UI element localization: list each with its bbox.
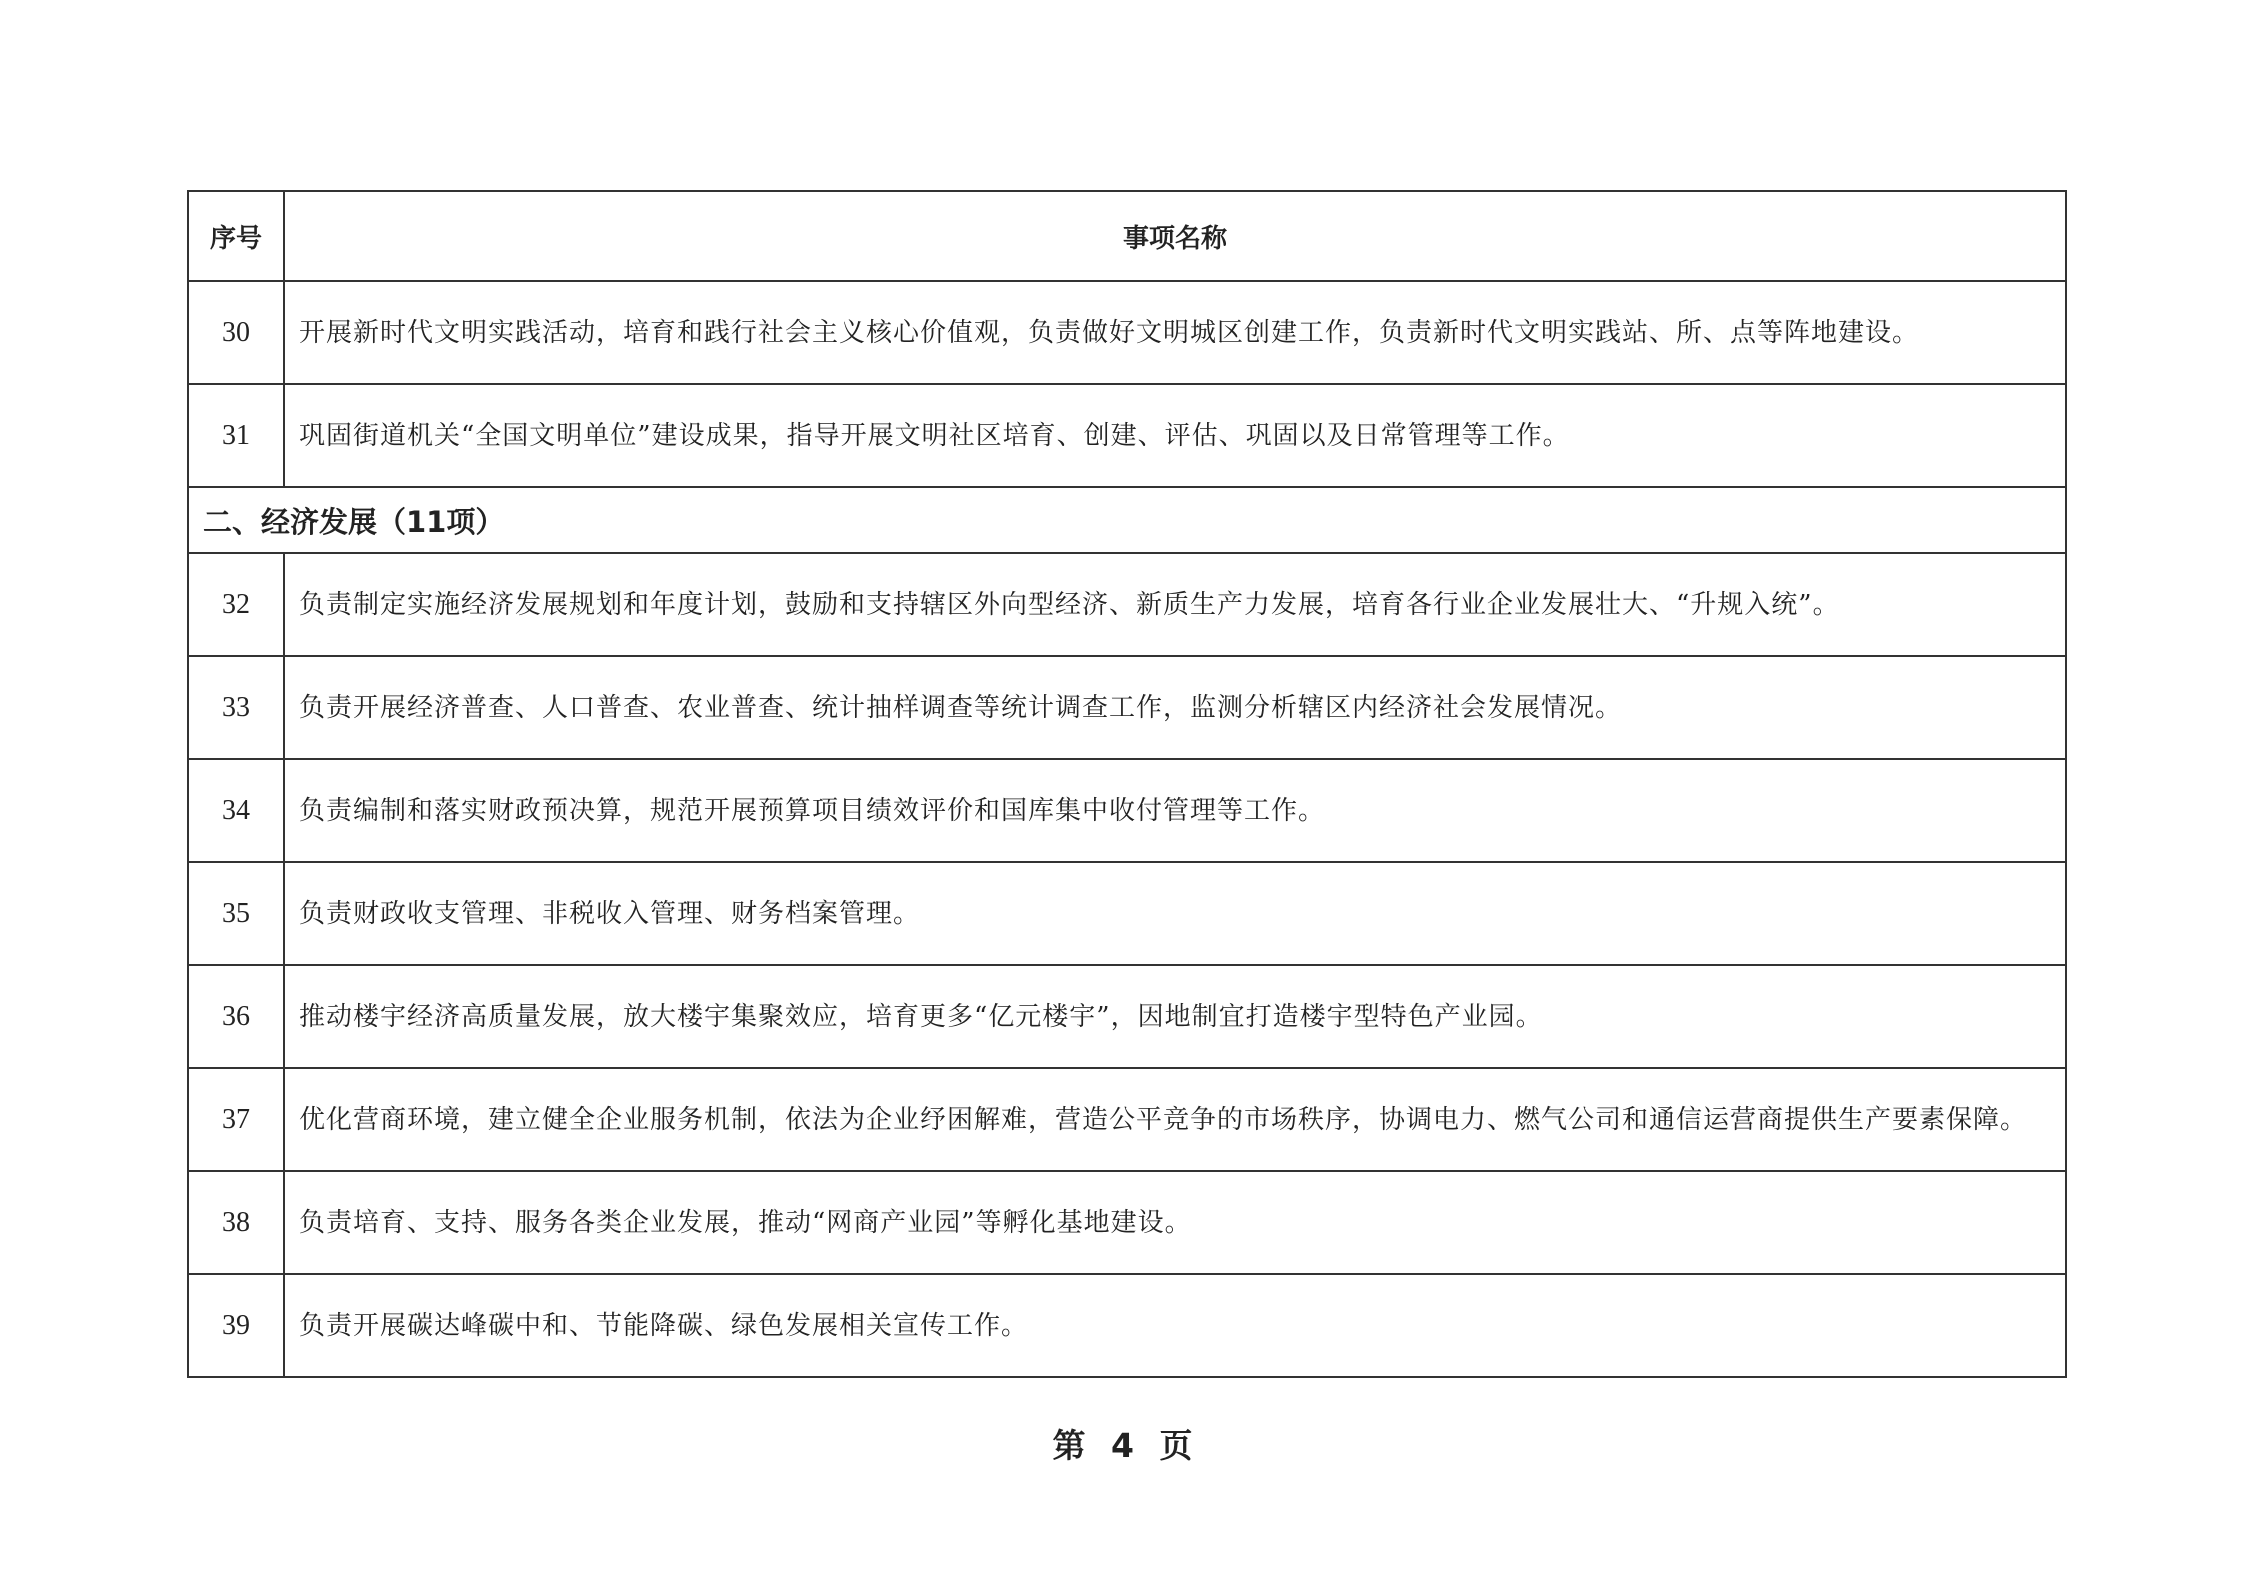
row-matter-name: 负责财政收支管理、非税收入管理、财务档案管理。	[284, 862, 2066, 965]
table-header-row	[188, 191, 2066, 281]
section-title: 二、经济发展（11项）	[188, 487, 2066, 553]
table-row	[188, 1171, 2066, 1274]
row-number: 32	[188, 553, 284, 656]
row-number: 33	[188, 656, 284, 759]
row-matter-name: 开展新时代文明实践活动，培育和践行社会主义核心价值观，负责做好文明城区创建工作，负责新时代文明实践站、所、点等阵地建设。	[284, 281, 2066, 384]
table-row	[188, 759, 2066, 862]
row-matter-name: 负责培育、支持、服务各类企业发展，推动“网商产业园”等孵化基地建设。	[284, 1171, 2066, 1274]
row-number: 37	[188, 1068, 284, 1171]
row-matter-name: 负责开展经济普查、人口普查、农业普查、统计抽样调查等统计调查工作，监测分析辖区内经济社会发展情况。	[284, 656, 2066, 759]
row-matter-name: 优化营商环境，建立健全企业服务机制，依法为企业纾困解难，营造公平竞争的市场秩序，协调电力、燃气公司和通信运营商提供生产要素保障。	[284, 1068, 2066, 1171]
row-matter-name: 巩固街道机关“全国文明单位”建设成果，指导开展文明社区培育、创建、评估、巩固以及日常管理等工作。	[284, 384, 2066, 487]
page-number: 第 4 页	[1052, 1426, 1193, 1465]
row-matter-name: 负责制定实施经济发展规划和年度计划，鼓励和支持辖区外向型经济、新质生产力发展，培育各行业企业发展壮大、“升规入统”。	[284, 553, 2066, 656]
table-row	[188, 965, 2066, 1068]
table-row	[188, 862, 2066, 965]
row-number: 34	[188, 759, 284, 862]
table-row	[188, 1274, 2066, 1377]
row-number: 30	[188, 281, 284, 384]
table-row	[188, 656, 2066, 759]
row-matter-name: 推动楼宇经济高质量发展，放大楼宇集聚效应，培育更多“亿元楼宇”，因地制宜打造楼宇型特色产业园。	[284, 965, 2066, 1068]
header-serial-number: 序号	[188, 191, 284, 281]
header-matter-name: 事项名称	[284, 191, 2066, 281]
table-row	[188, 1068, 2066, 1171]
table-row	[188, 553, 2066, 656]
row-number: 31	[188, 384, 284, 487]
row-number: 36	[188, 965, 284, 1068]
section-heading-row	[188, 487, 2066, 553]
row-number: 39	[188, 1274, 284, 1377]
table-row	[188, 281, 2066, 384]
row-matter-name: 负责开展碳达峰碳中和、节能降碳、绿色发展相关宣传工作。	[284, 1274, 2066, 1377]
row-number: 38	[188, 1171, 284, 1274]
matters-table	[187, 190, 2067, 1378]
row-number: 35	[188, 862, 284, 965]
row-matter-name: 负责编制和落实财政预决算，规范开展预算项目绩效评价和国库集中收付管理等工作。	[284, 759, 2066, 862]
table-row	[188, 384, 2066, 487]
